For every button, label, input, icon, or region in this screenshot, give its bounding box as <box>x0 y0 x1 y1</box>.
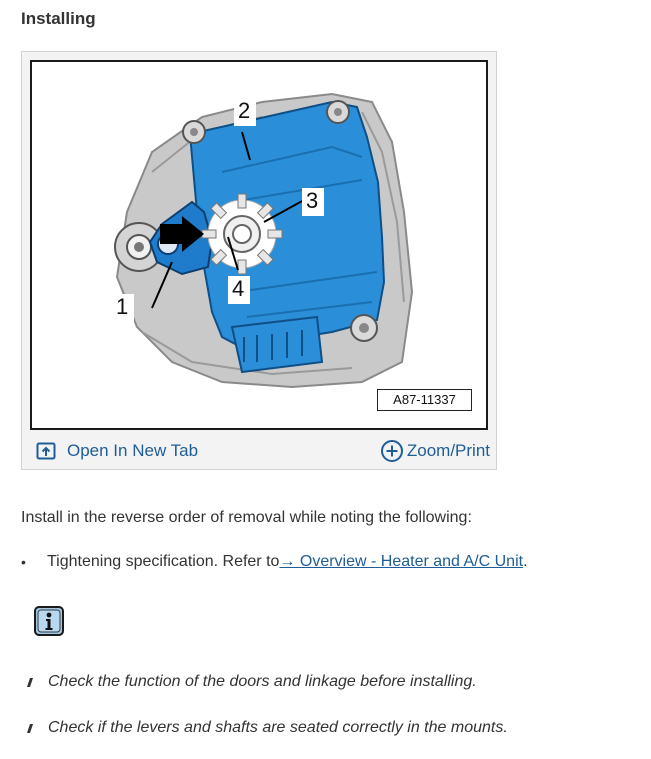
figure-card <box>21 51 497 470</box>
bullet-suffix: . <box>523 553 528 570</box>
zoom-print-label: Zoom/Print <box>406 441 490 460</box>
figure-toolbar <box>22 437 496 469</box>
zoom-print-button[interactable] <box>380 439 490 463</box>
figure-id-label: A87-11337 <box>377 389 472 411</box>
bullet-icon: • <box>21 554 26 570</box>
list-item <box>21 553 528 571</box>
callout-1: 1 <box>116 294 129 319</box>
callout-2: 2 <box>238 98 251 123</box>
zoom-plus-icon <box>380 439 404 463</box>
note-text: Check if the levers and shafts are seated correctly in the mounts. <box>48 719 508 736</box>
intro-text: Install in the reverse order of removal while noting the following: <box>21 509 472 526</box>
callout-4: 4 <box>232 276 245 301</box>
section-title: Installing <box>21 9 96 28</box>
open-in-new-tab-icon <box>36 441 56 461</box>
actuator-illustration <box>32 62 486 428</box>
callout-3: 3 <box>306 188 319 213</box>
note-marker-icon <box>24 721 48 735</box>
open-in-new-tab-label: Open In New Tab <box>67 441 199 460</box>
note-text: Check the function of the doors and linkage before installing. <box>48 673 477 690</box>
figure-illustration[interactable] <box>30 60 488 430</box>
note-item <box>24 719 508 737</box>
info-icon <box>34 606 64 636</box>
overview-link[interactable]: → Overview - Heater and A/C Unit <box>279 553 524 570</box>
note-item <box>24 673 477 691</box>
bullet-text: Tightening specification. Refer to <box>47 553 280 570</box>
open-in-new-tab-button[interactable] <box>36 441 198 461</box>
note-marker-icon <box>24 675 48 689</box>
